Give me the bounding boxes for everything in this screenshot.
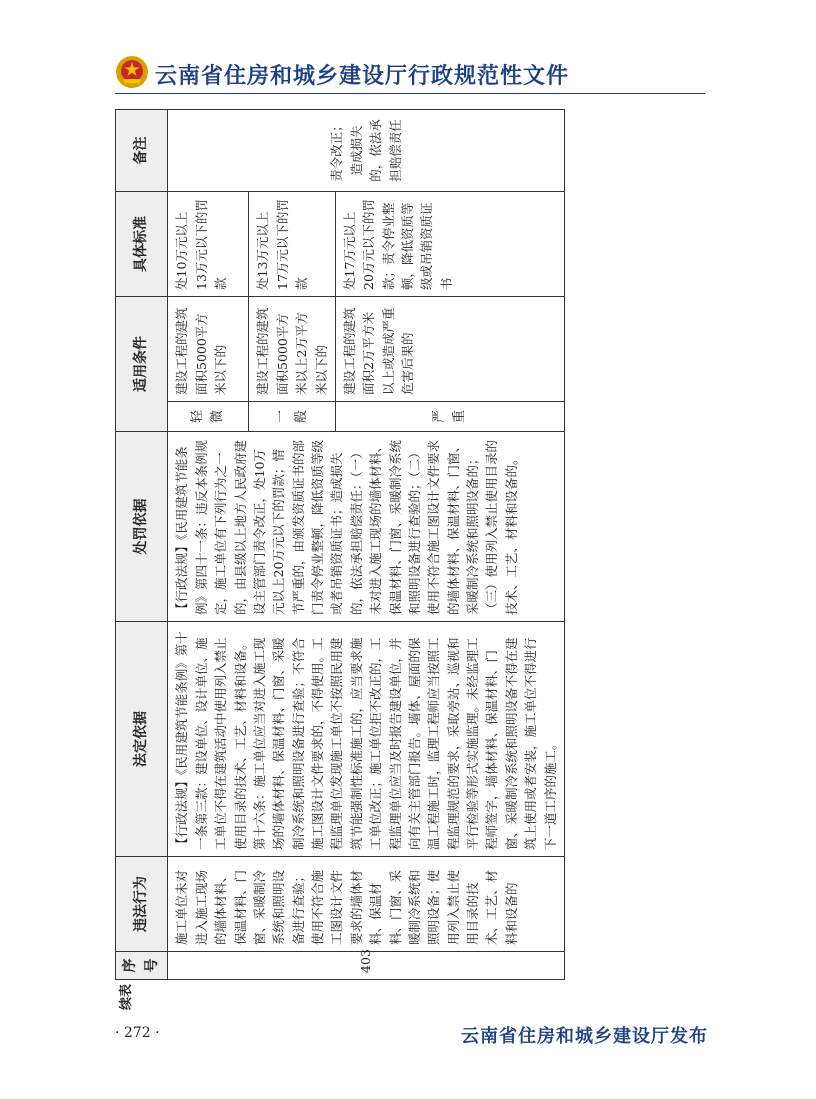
- condition-minor: 建设工程的建筑面积5000平方米以下的: [168, 297, 249, 402]
- page-number: · 272 ·: [115, 1025, 160, 1041]
- level-minor: 轻微: [168, 402, 249, 432]
- header-standard: 具体标准: [116, 192, 168, 297]
- remark-cell: 责令改正；造成损失的，依法承担赔偿责任: [168, 110, 565, 192]
- table-row: [168, 110, 249, 980]
- header-violation: 违法行为: [116, 857, 168, 952]
- header-divider: [115, 93, 705, 94]
- standard-general: 处13万元以上17万元以下的罚款: [249, 192, 336, 297]
- row-number: 403: [168, 952, 565, 980]
- violation-cell: 施工单位未对进入施工现场的墙体材料、保温材料、门窗、采暖制冷系统和照明设备进行查验；使用不符合施工图设计文件要求的墙体材料、保温材料、门窗、采暖制冷系统和照明设备；使用列入禁止使用目录的技术、工艺、材料和设备的: [168, 857, 565, 952]
- header-legal-basis: 法定依据: [116, 622, 168, 857]
- legal-basis-cell: 【行政法规】《民用建筑节能条例》第十一条第三款：建设单位、设计单位、施工单位不得在建筑活动中使用列入禁止使用目录的技术、工艺、材料和设备。第十六条：施工单位应当对进入施工现场的墙体材料、保温材料、门窗、采暖制冷系统和照明设备进行查验；不符合施工图设计文件要求的，不得使用。工程监理单位发现施工单位不按照民用建筑节能强制性标准施工的，应当要求施工单位改正；施工单位拒不改正的，工程监理单位应当及时报告建设单位，并向有关主管部门报告。墙体、屋面的保温工程施工时，监理工程师应当按照工程监理规范的要求，采取旁站、巡视和平行检验等形式实施监理。未经监理工程师签字，墙体材料、保温材料、门窗、采暖制冷系统和照明设备不得在建筑上使用或者安装，施工单位不得进行下一道工序的施工。: [168, 622, 565, 857]
- header-condition: 适用条件: [116, 297, 168, 432]
- header-penalty-basis: 处罚依据: [116, 432, 168, 622]
- penalty-basis-cell: 【行政法规】《民用建筑节能条例》第四十一条：违反本条例规定，施工单位有下列行为之一的，由县级以上地方人民政府建设主管部门责令改正，处10万元以上20万元以下的罚款；情节严重的，由颁发资质证书的部门责令停业整顿，降低资质等级或者吊销资质证书；造成损失的，依法承担赔偿责任：（一）未对进入施工现场的墙体材料、保温材料、门窗、采暖制冷系统和照明设备进行查验的；（二）使用不符合施工图设计文件要求的墙体材料、保温材料、门窗、采暖制冷系统和照明设备的；（三）使用列入禁止使用目录的技术、工艺、材料和设备的。: [168, 432, 565, 622]
- level-serious: 严重: [335, 402, 564, 432]
- penalty-table: [115, 109, 565, 980]
- standard-serious: 处17万元以上20万元以下的罚款；责令停业整顿，降低资质等级或吊销资质证书: [335, 192, 564, 297]
- condition-general: 建设工程的建筑面积5000平方米以上2万平方米以下的: [249, 297, 336, 402]
- page-title: 云南省住房和城乡建设厅行政规范性文件: [155, 64, 570, 89]
- page-header: [115, 55, 705, 95]
- continued-label: 续表: [119, 983, 134, 1010]
- publisher-footer: 云南省住房和城乡建设厅发布: [461, 1026, 708, 1047]
- header-number: 序号: [116, 952, 168, 980]
- level-general: 一般: [249, 402, 336, 432]
- standard-minor: 处10万元以上13万元以下的罚款: [168, 192, 249, 297]
- table-header-row: [116, 110, 168, 980]
- header-remark: 备注: [116, 110, 168, 192]
- condition-serious: 建设工程的建筑面积2万平方米以上或造成严重危害后果的: [335, 297, 564, 402]
- rotated-table-area: [115, 105, 656, 1010]
- national-emblem-icon: [115, 55, 149, 89]
